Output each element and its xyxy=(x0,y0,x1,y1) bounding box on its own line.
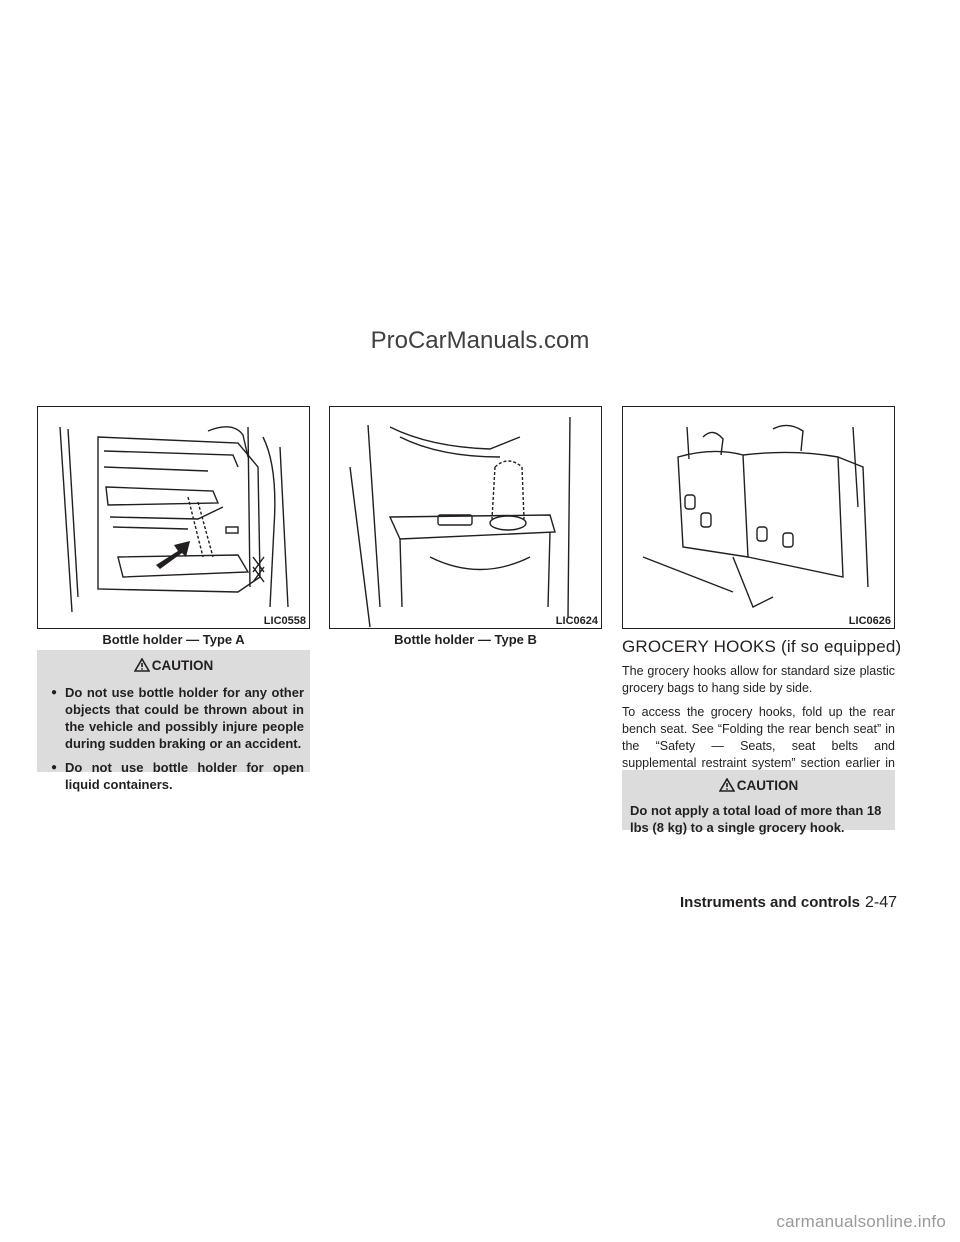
caution-item: ● Do not use bottle holder for open liquid containers. xyxy=(51,759,304,793)
figure-bottle-holder-a xyxy=(37,406,310,629)
figure-bottle-holder-b xyxy=(329,406,602,629)
watermark-top: ProCarManuals.com xyxy=(370,327,590,354)
caution-title: CAUTION xyxy=(736,778,799,793)
figure-code: LIC0558 xyxy=(263,615,306,627)
watermark-bottom: carmanualsonline.info xyxy=(776,1212,946,1231)
figure-caption-a: Bottle holder — Type A xyxy=(102,632,245,647)
caution-title: CAUTION xyxy=(151,658,214,673)
page-footer xyxy=(680,894,898,912)
caution-list xyxy=(37,673,310,797)
footer-section-title: Instruments and controls xyxy=(680,894,861,911)
caution-box-grocery-hooks xyxy=(622,770,895,835)
paragraph-grocery-access: To access the grocery hooks, fold up the rear bench seat. See “Folding the rear bench seat” in the “Safety — Seats, seat belts and supplemental restraint system” section earlier in xyxy=(622,705,895,770)
caution-item: ● Do not use bottle holder for any other objects that could be thrown about in the vehicle and possibly injure people during sudden braking or an accident. xyxy=(51,684,304,752)
caution-text: Do not apply a total load of more than 18 lbs (8 kg) to a single grocery hook. xyxy=(630,803,882,835)
caution-heading xyxy=(622,770,895,793)
section-heading-grocery-hooks: GROCERY HOOKS (if so equipped) xyxy=(622,637,902,656)
warning-triangle-icon xyxy=(134,658,150,672)
bottle-holder-b-illustration xyxy=(330,407,603,630)
figure-code: LIC0626 xyxy=(848,615,891,627)
footer-page-number: 2-47 xyxy=(865,894,898,911)
paragraph-grocery-intro: The grocery hooks allow for standard size plastic grocery bags to hang side by side. xyxy=(622,664,895,695)
grocery-hooks-illustration xyxy=(623,407,896,630)
figure-code: LIC0624 xyxy=(555,615,598,627)
figure-grocery-hooks xyxy=(622,406,895,629)
warning-triangle-icon xyxy=(719,778,735,792)
figure-caption-b: Bottle holder — Type B xyxy=(394,632,537,647)
door-bottle-holder-illustration xyxy=(38,407,311,630)
caution-box-bottle-holder xyxy=(37,650,310,792)
caution-heading xyxy=(37,650,310,673)
